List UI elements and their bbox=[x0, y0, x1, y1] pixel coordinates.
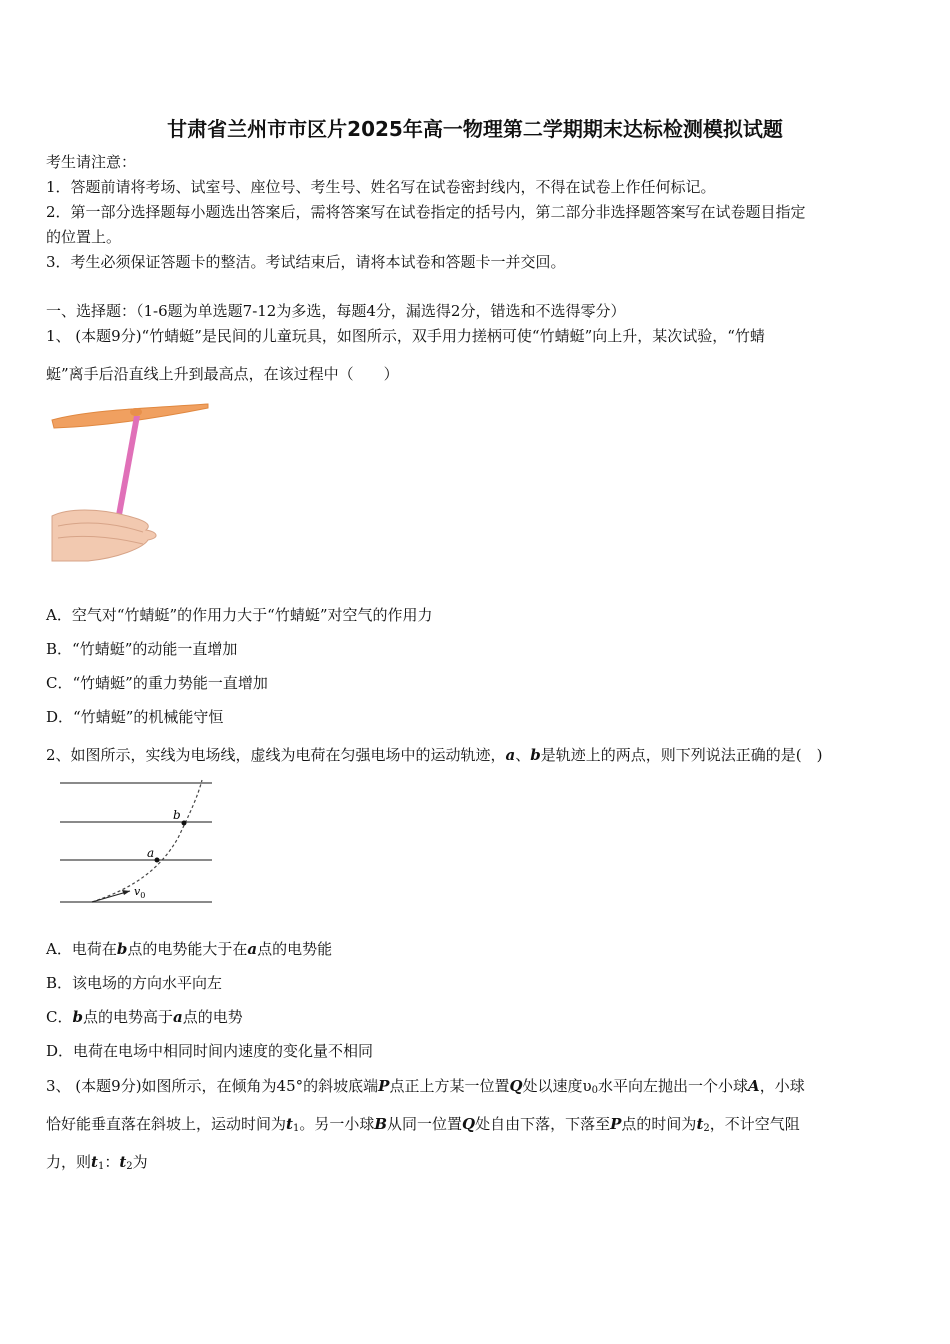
label-a: a bbox=[147, 846, 155, 860]
text: ，不计空气阻 bbox=[709, 1115, 800, 1133]
electric-field-figure bbox=[58, 778, 218, 912]
text: 。另一小球 bbox=[299, 1115, 375, 1133]
q2-var-a: a bbox=[505, 746, 516, 764]
trajectory bbox=[92, 780, 202, 902]
var-b: B bbox=[374, 1115, 388, 1133]
q2-option-a bbox=[46, 939, 332, 959]
text: 点的电势能 bbox=[257, 940, 333, 958]
q2-stem-text: 2、如图所示，实线为电场线，虚线为电荷在匀强电场中的运动轨迹， bbox=[46, 746, 506, 764]
var-a: A bbox=[748, 1077, 760, 1095]
text: 力，则 bbox=[46, 1153, 92, 1171]
q1-stem-line2: 蜓”离手后沿直线上升到最高点，在该过程中（ ） bbox=[46, 365, 399, 383]
q1-option-a: A．空气对“竹蜻蜓”的作用力大于“竹蜻蜓”对空气的作用力 bbox=[46, 606, 433, 624]
text: 点的时间为 bbox=[621, 1115, 697, 1133]
text: 处自由下落，下落至 bbox=[475, 1115, 611, 1133]
subscript: 2 bbox=[703, 1123, 710, 1134]
text: ，小球 bbox=[759, 1077, 805, 1095]
var: b bbox=[116, 940, 128, 958]
q2-option-d: D．电荷在电场中相同时间内速度的变化量不相同 bbox=[46, 1042, 374, 1060]
text: 点的电势 bbox=[182, 1008, 243, 1026]
q1-option-d: D．“竹蜻蜓”的机械能守恒 bbox=[46, 708, 224, 726]
q3-stem-line3 bbox=[46, 1152, 148, 1177]
bamboo-dragonfly-figure bbox=[48, 398, 213, 565]
q1-stem-line1: 1、 (本题9分)“竹蜻蜓”是民间的儿童玩具，如图所示，双手用力搓柄可使“竹蜻蜓”向上升，某次试验，“竹蜻 bbox=[46, 327, 765, 345]
page-title: 甘肃省兰州市市区片2025年高一物理第二学期期末达标检测模拟试题 bbox=[167, 117, 783, 141]
notice-item: 2．第一部分选择题每小题选出答案后，需将答案写在试卷指定的括号内，第二部分非选择题答案写在试卷题目指定 bbox=[46, 203, 806, 221]
var: b bbox=[72, 1008, 83, 1026]
text: C． bbox=[46, 1008, 73, 1026]
point-a bbox=[155, 858, 160, 863]
subscript: 1 bbox=[292, 1123, 300, 1134]
var-q: Q bbox=[509, 1077, 523, 1095]
subscript: 1 bbox=[97, 1161, 105, 1172]
text: ： bbox=[104, 1153, 120, 1171]
label-v: v bbox=[134, 885, 141, 898]
label-v-sub: 0 bbox=[140, 891, 146, 900]
text: A．电荷在 bbox=[46, 940, 117, 958]
var-t: t bbox=[91, 1153, 98, 1171]
var-p: P bbox=[610, 1115, 622, 1133]
text: 处以速度υ bbox=[522, 1077, 592, 1095]
notice-item: 1．答题前请将考场、试室号、座位号、考生号、姓名写在试卷密封线内，不得在试卷上作任何标记。 bbox=[46, 178, 716, 196]
q3-stem-line1 bbox=[46, 1076, 805, 1101]
notice-item: 的位置上。 bbox=[46, 228, 122, 246]
section-heading: 一、选择题：（1-6题为单选题7-12为多选，每题4分，漏选得2分，错选和不选得零分） bbox=[46, 302, 626, 320]
point-b bbox=[182, 821, 187, 826]
q2-stem-text: 是轨迹上的两点，则下列说法正确的是( ) bbox=[540, 746, 823, 764]
q2-stem bbox=[46, 745, 823, 765]
text: 3、 (本题9分)如图所示，在倾角为45°的斜坡底端 bbox=[46, 1077, 379, 1095]
text: 从同一位置 bbox=[387, 1115, 463, 1133]
text: 点正上方某一位置 bbox=[389, 1077, 510, 1095]
q3-stem-line2 bbox=[46, 1114, 800, 1139]
var-t: t bbox=[119, 1153, 127, 1171]
q2-option-c bbox=[46, 1007, 243, 1027]
text: 水平向左抛出一个小球 bbox=[598, 1077, 749, 1095]
var-p: P bbox=[378, 1077, 390, 1095]
label-b: b bbox=[173, 808, 181, 822]
var-t: t bbox=[286, 1115, 293, 1133]
q1-option-c: C．“竹蜻蜓”的重力势能一直增加 bbox=[46, 674, 268, 692]
notice-heading: 考生请注意： bbox=[46, 153, 137, 171]
subscript: 2 bbox=[126, 1161, 133, 1172]
q2-sep: 、 bbox=[515, 746, 531, 764]
text: 恰好能垂直落在斜坡上，运动时间为 bbox=[46, 1115, 287, 1133]
q2-option-b: B．该电场的方向水平向左 bbox=[46, 974, 223, 992]
var: a bbox=[247, 940, 258, 958]
text: 点的电势高于 bbox=[82, 1008, 173, 1026]
var: a bbox=[173, 1008, 183, 1026]
text: 点的电势能大于在 bbox=[127, 940, 248, 958]
notice-item: 3．考生必须保证答题卡的整洁。考试结束后，请将本试卷和答题卡一并交回。 bbox=[46, 253, 566, 271]
q2-var-b: b bbox=[530, 746, 541, 764]
q1-option-b: B．“竹蜻蜓”的动能一直增加 bbox=[46, 640, 238, 658]
var-t: t bbox=[696, 1115, 704, 1133]
label-v0 bbox=[134, 885, 145, 900]
text: 为 bbox=[132, 1153, 148, 1171]
subscript: 0 bbox=[591, 1085, 599, 1096]
var-q: Q bbox=[462, 1115, 476, 1133]
